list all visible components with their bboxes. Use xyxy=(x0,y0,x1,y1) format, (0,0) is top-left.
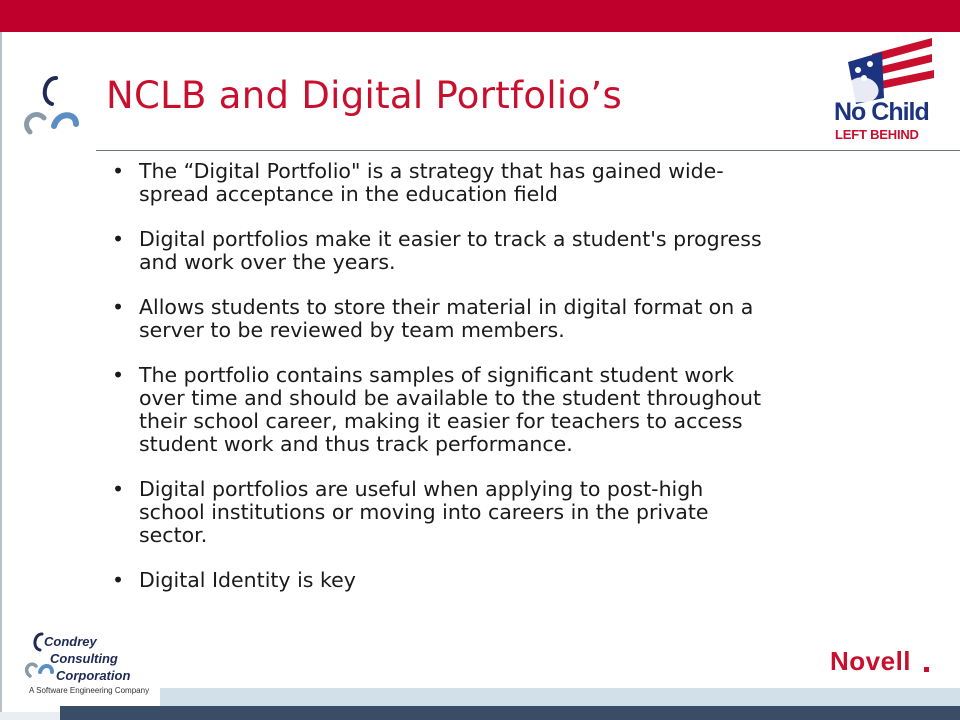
bullet-line: Digital Identity is key xyxy=(139,568,356,592)
bullet-dot: • xyxy=(112,477,125,501)
bullet-line: and work over the years. xyxy=(139,250,396,274)
novell-logo: Novell xyxy=(830,646,912,676)
footer-light-bar xyxy=(160,688,960,706)
top-accent-bar xyxy=(0,0,960,32)
bullet-line: over time and should be available to the student throughout xyxy=(139,386,762,410)
bullet-line: server to be reviewed by team members. xyxy=(139,318,565,342)
bullet-line: school institutions or moving into careers in the private xyxy=(139,500,709,524)
bullet-item xyxy=(112,569,852,592)
bullet-line: student work and thus track performance. xyxy=(139,432,573,456)
condrey-line1: Condrey xyxy=(44,634,97,649)
nclb-logo-line2: LEFT BEHIND xyxy=(835,127,919,142)
slide-title: NCLB and Digital Portfolio’s xyxy=(106,74,623,117)
bullet-dot: • xyxy=(112,568,125,592)
bullet-dot: • xyxy=(112,159,125,183)
left-border-rule xyxy=(0,32,2,720)
novell-logo-dot xyxy=(924,667,929,672)
bullet-line: Digital portfolios are useful when applying to post-high xyxy=(139,477,704,501)
condrey-c-icon xyxy=(18,70,84,146)
bullet-line: The portfolio contains samples of significant student work xyxy=(139,363,735,387)
footer-left-strip xyxy=(0,712,60,720)
condrey-tagline: A Software Engineering Company xyxy=(29,686,150,695)
bullet-item xyxy=(112,364,852,456)
bullet-line: The “Digital Portfolio" is a strategy that has gained wide- xyxy=(139,159,724,183)
bullet-item xyxy=(112,478,852,547)
bullet-item xyxy=(112,296,852,342)
nclb-logo-line1: No Child xyxy=(834,98,929,126)
bullet-dot: • xyxy=(112,227,125,251)
bullet-line: Allows students to store their material in digital format on a xyxy=(139,295,754,319)
bullet-line: Digital portfolios make it easier to track a student's progress xyxy=(139,227,762,251)
bullet-item xyxy=(112,160,852,206)
condrey-line3: Corporation xyxy=(56,668,131,683)
footer-dark-bar xyxy=(60,706,960,720)
bullet-item xyxy=(112,228,852,274)
bullet-dot: • xyxy=(112,363,125,387)
bullet-dot: • xyxy=(112,295,125,319)
condrey-line2: Consulting xyxy=(50,651,118,666)
title-divider xyxy=(96,150,960,151)
bullet-list xyxy=(112,160,852,592)
bullet-line: their school career, making it easier for teachers to access xyxy=(139,409,743,433)
bullet-line: spread acceptance in the education field xyxy=(139,182,558,206)
bullet-line: sector. xyxy=(139,523,208,547)
